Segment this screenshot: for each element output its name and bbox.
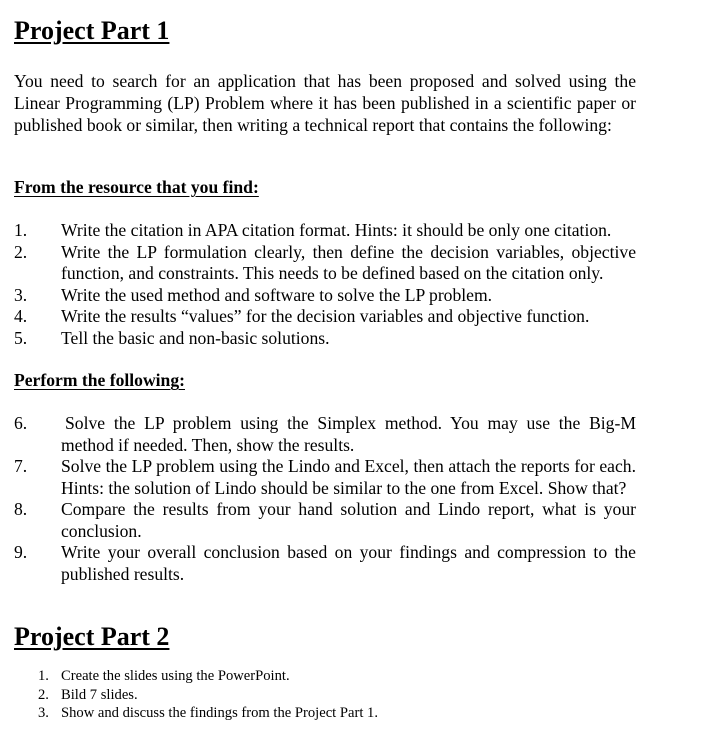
item-number: 6. [14,413,28,433]
item-number: 7. [14,456,28,476]
list-item [14,306,636,328]
item-text: Tell the basic and non-basic solutions. [61,327,330,348]
item-text: Write the results “values” for the decision variables and objective function. [61,306,590,326]
item-text: Write your overall conclusion based on your findings and compression to the published results. [61,542,636,584]
item-number: 5. [14,327,28,348]
part2-title: Project Part 2 [14,622,170,651]
list-item [14,285,636,307]
list-item [14,456,636,499]
perform-heading: Perform the following: [14,370,185,390]
item-number: 4. [14,306,28,326]
list-item [14,242,636,285]
item-text: Create the slides using the PowerPoint. [61,668,290,684]
resource-list [14,220,636,349]
intro-paragraph: You need to search for an application that has been proposed and solved using the Linear Programming (LP) Problem where it has been published in a scientific paper or published book or similar, then writing a technical report that contains the following: [14,71,636,135]
item-number: 3. [14,284,28,305]
item-number: 2. [38,686,49,703]
part2-list [38,667,628,723]
item-text: Write the used method and software to solve the LP problem. [61,284,493,305]
list-item [38,686,628,705]
item-number: 8. [14,499,28,519]
item-text: Write the citation in APA citation format. Hints: it should be only one citation. [61,220,612,240]
item-text: Show and discuss the findings from the Project Part 1. [61,705,378,721]
item-number: 1. [38,668,49,684]
item-text: Compare the results from your hand solution and Lindo report, what is your conclusion. [61,499,636,541]
item-number: 3. [38,705,49,721]
item-number: 1. [14,220,28,240]
list-item [14,220,636,242]
resource-heading: From the resource that you find: [14,177,259,197]
part1-title: Project Part 1 [14,16,170,45]
list-item [14,328,636,350]
item-text: Bild 7 slides. [61,686,138,703]
list-item [14,542,636,585]
item-text: Solve the LP problem using the Lindo and Excel, then attach the reports for each. Hints: the solution of Lindo should be similar to the one from Excel. Show that? [61,456,636,498]
item-number: 9. [14,542,28,562]
list-item [14,499,636,542]
item-text: Write the LP formulation clearly, then define the decision variables, objective function, and constraints. This needs to be defined based on the citation only. [61,241,636,283]
list-item [38,704,628,723]
list-item [14,413,636,456]
list-item [38,667,628,686]
perform-list [14,413,636,585]
item-text: Solve the LP problem using the Simplex method. You may use the Big-M method if needed. Then, show the results. [61,413,636,455]
item-number: 2. [14,241,28,262]
